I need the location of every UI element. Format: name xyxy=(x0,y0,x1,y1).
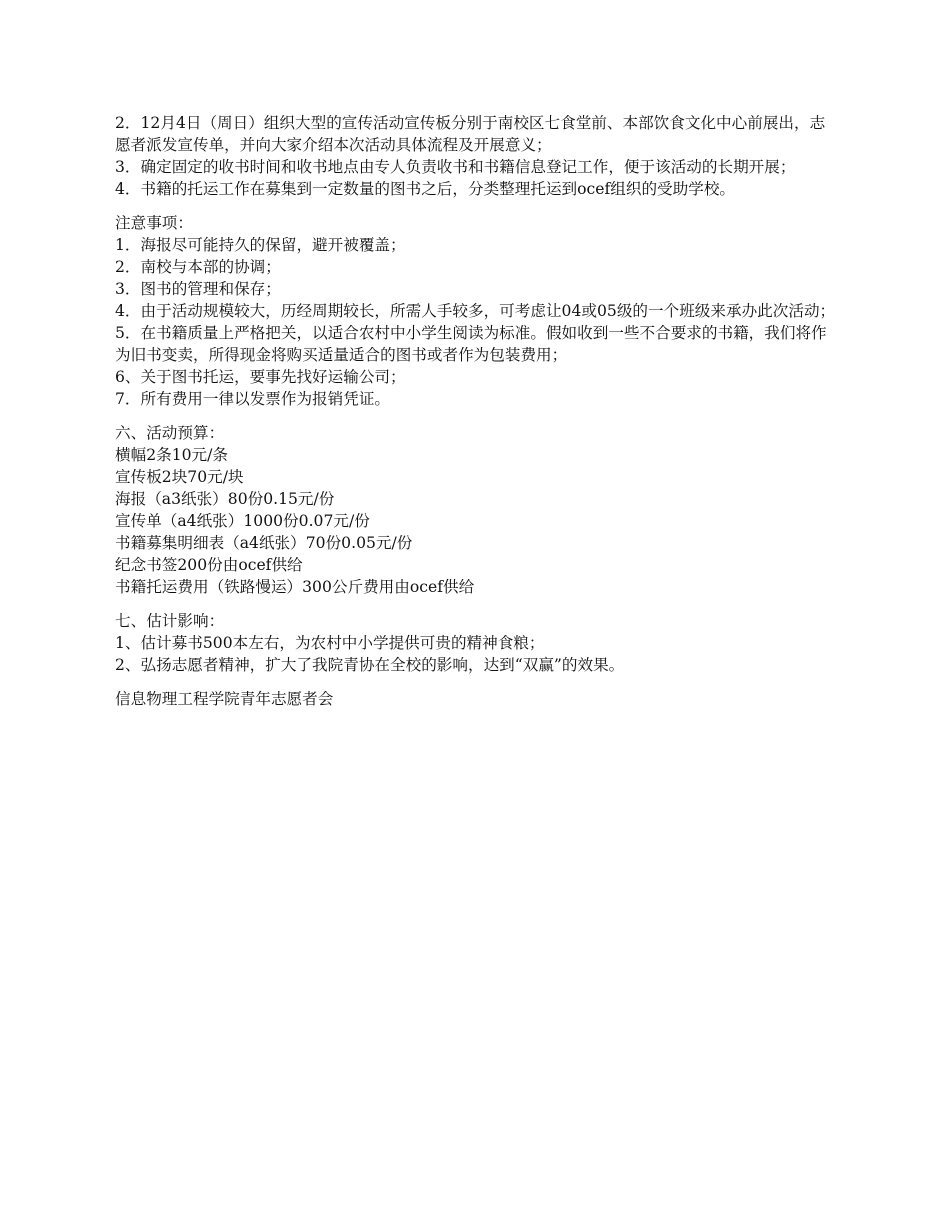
budget-item: 书籍托运费用（铁路慢运）300公斤费用由ocef供给 xyxy=(115,578,475,596)
notes-section xyxy=(115,212,840,410)
note-item: 6、关于图书托运，要事先找好运输公司； xyxy=(115,368,406,386)
document-page xyxy=(115,112,840,722)
budget-item: 宣传单（a4纸张）1000份0.07元/份 xyxy=(115,512,370,530)
budget-section xyxy=(115,422,840,598)
note-item: 2．南校与本部的协调； xyxy=(115,258,281,276)
impact-item: 1、估计募书500本左右，为农村中小学提供可贵的精神食粮； xyxy=(115,634,545,652)
step-item: 2．12月4日（周日）组织大型的宣传活动宣传板分别于南校区七食堂前、本部饮食文化中心前展出，志愿者派发宣传单，并向大家介绍本次活动具体流程及开展意义； xyxy=(115,114,826,154)
budget-item: 宣传板2块70元/块 xyxy=(115,468,244,486)
budget-item: 纪念书签200份由ocef供给 xyxy=(115,556,303,574)
impact-section xyxy=(115,610,840,676)
impact-heading: 七、估计影响： xyxy=(115,612,225,630)
impact-item: 2、弘扬志愿者精神，扩大了我院青协在全校的影响，达到“双赢”的效果。 xyxy=(115,656,625,674)
budget-heading: 六、活动预算： xyxy=(115,424,225,442)
budget-item: 海报（a3纸张）80份0.15元/份 xyxy=(115,490,335,508)
step-item: 4．书籍的托运工作在募集到一定数量的图书之后，分类整理托运到ocef组织的受助学校。 xyxy=(115,180,736,198)
note-item: 3．图书的管理和保存； xyxy=(115,280,281,298)
signature: 信息物理工程学院青年志愿者会 xyxy=(115,690,334,708)
budget-item: 横幅2条10元/条 xyxy=(115,446,228,464)
notes-heading: 注意事项： xyxy=(115,214,193,232)
note-item: 4．由于活动规模较大，历经周期较长，所需人手较多，可考虑让04或05级的一个班级来承办此次活动； xyxy=(115,302,836,320)
step-item: 3．确定固定的收书时间和收书地点由专人负责收书和书籍信息登记工作，便于该活动的长期开展； xyxy=(115,158,796,176)
note-item: 7．所有费用一律以发票作为报销凭证。 xyxy=(115,390,391,408)
note-item: 5．在书籍质量上严格把关，以适合农村中小学生阅读为标准。假如收到一些不合要求的书籍，我们将作为旧书变卖，所得现金将购买适量适合的图书或者作为包装费用； xyxy=(115,324,827,364)
steps-section xyxy=(115,112,840,200)
budget-item: 书籍募集明细表（a4纸张）70份0.05元/份 xyxy=(115,534,413,552)
note-item: 1．海报尽可能持久的保留，避开被覆盖； xyxy=(115,236,406,254)
signature-section xyxy=(115,688,840,710)
